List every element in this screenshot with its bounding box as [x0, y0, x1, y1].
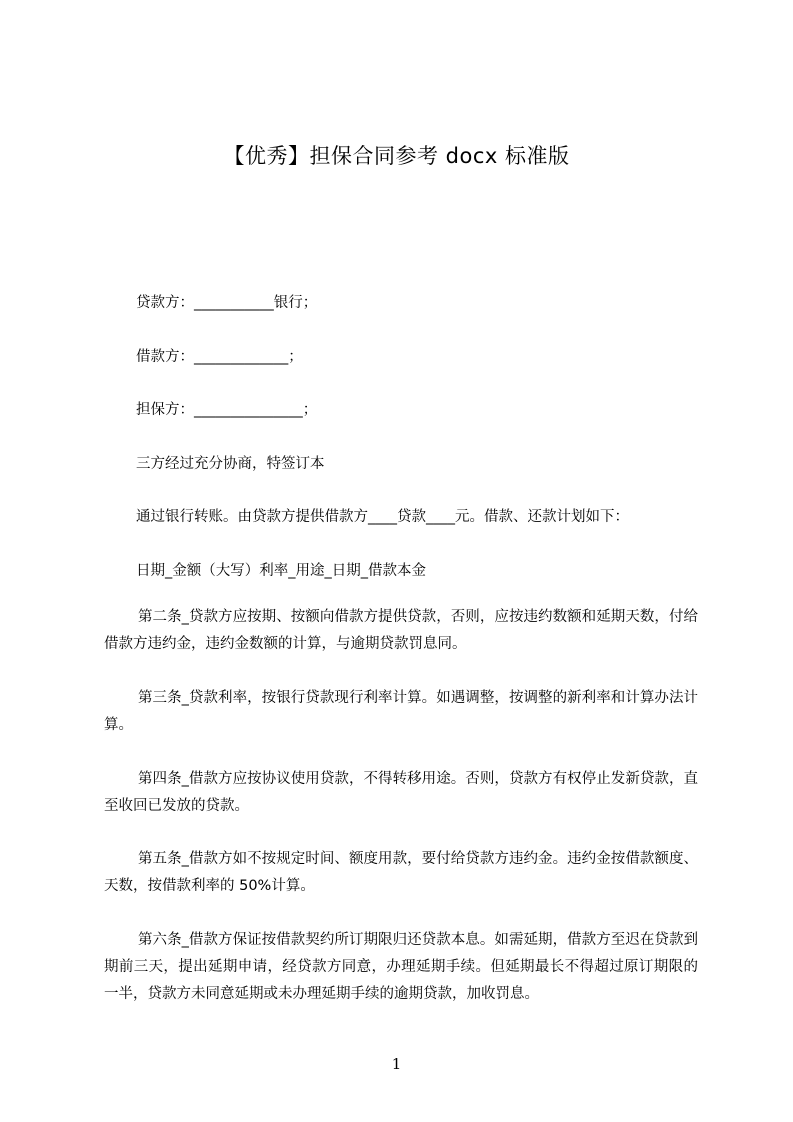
article-3-paragraph: 第三条_贷款利率，按银行贷款现行利率计算。如遇调整，按调整的新利率和计算办法计算。 — [104, 690, 698, 733]
article-4-paragraph: 第四条_借款方应按协议使用贷款，不得转移用途。否则，贷款方有权停止发新贷款，直至收回已发放的贷款。 — [104, 771, 698, 814]
article-2-paragraph: 第二条_贷款方应按期、按额向借款方提供贷款，否则，应按违约数额和延期天数，付给借款方违约金，违约金数额的计算，与逾期贷款罚息同。 — [104, 609, 698, 652]
page-number: 1 — [391, 1055, 402, 1073]
borrower-line: 借款方：_____________； — [136, 349, 303, 365]
article-5-paragraph: 第五条_借款方如不按规定时间、额度用款，要付给贷款方违约金。违约金按借款额度、天数，按借款利率的 50%计算。 — [104, 851, 698, 894]
document-title: 【优秀】担保合同参考 docx 标准版 — [223, 144, 570, 168]
article-6-paragraph: 第六条_借款方保证按借款契约所订期限归还贷款本息。如需延期，借款方至迟在贷款到期前三天，提出延期申请，经贷款方同意，办理延期手续。但延期最长不得超过原订期限的一半，贷款方未同意延期或未办理延期手续的逾期贷款，加收罚息。 — [104, 932, 698, 1002]
transfer-line: 通过银行转账。由贷款方提供借款方____贷款____元。借款、还款计划如下： — [136, 509, 629, 525]
agreement-intro-line: 三方经过充分协商，特签订本 — [136, 456, 325, 472]
schedule-header-line: 日期_金额（大写）利率_用途_日期_借款本金 — [136, 563, 426, 579]
lender-line: 贷款方：___________银行； — [136, 295, 318, 311]
guarantor-line: 担保方：_______________； — [136, 402, 318, 418]
